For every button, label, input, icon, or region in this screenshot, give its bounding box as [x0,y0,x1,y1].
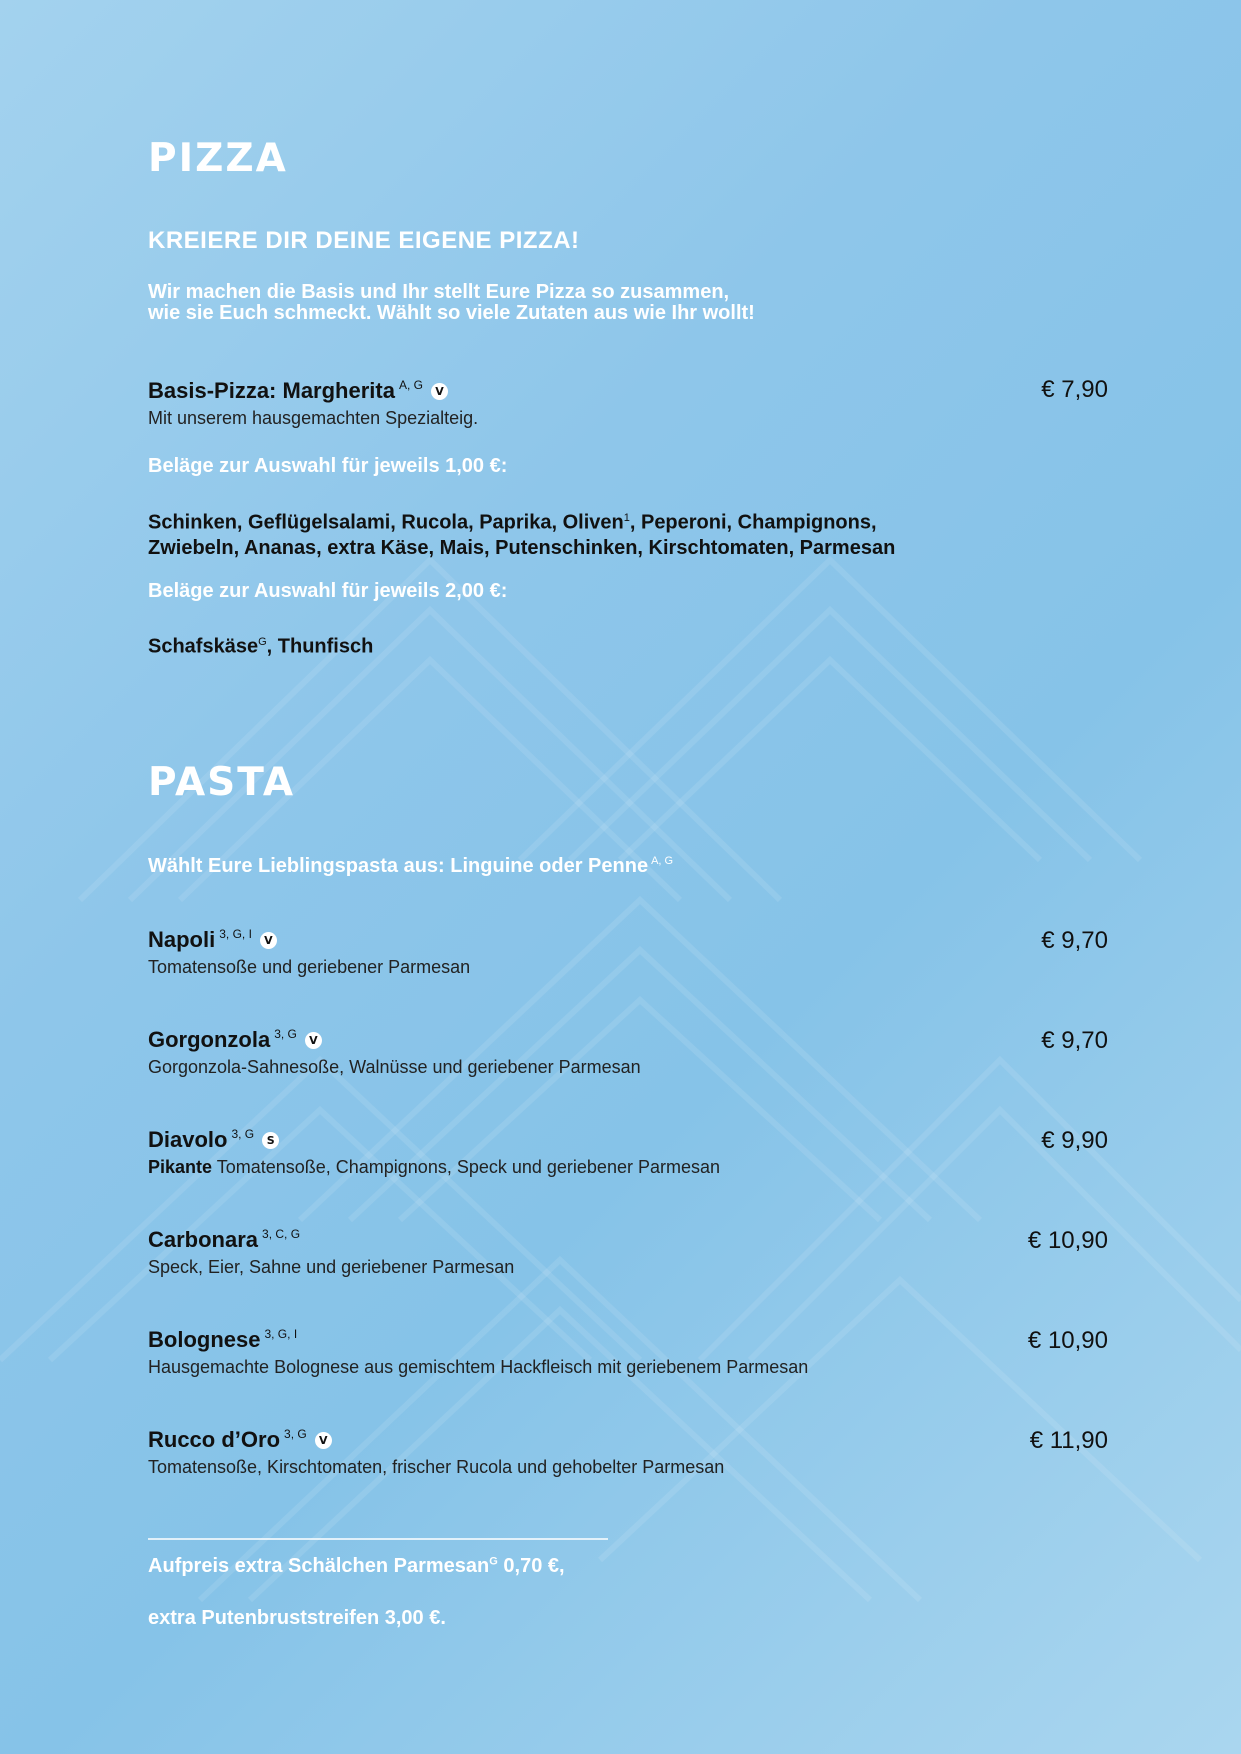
pizza-intro [148,282,755,324]
pasta-section-title: PASTA [148,760,296,805]
pizza-subtitle: KREIERE DIR DEINE EIGENE PIZZA! [148,227,580,254]
allergen-codes: G [489,1555,498,1568]
toppings-1-line-1 [148,506,1108,536]
allergen-codes: 3, G, I [219,927,252,941]
item-description [148,1157,1108,1178]
menu-item-bolognese [148,1327,1108,1378]
item-price: € 10,90 [1027,1327,1108,1354]
allergen-codes: 3, G [231,1127,255,1141]
toppings-1-list [148,506,1108,561]
toppings-2-heading: Beläge zur Auswahl für jeweils 2,00 €: [148,580,508,602]
item-price: € 7,90 [1041,376,1108,403]
vegetarian-badge-icon: V [315,1432,332,1449]
item-description: Mit unserem hausgemachten Spezialteig. [148,408,479,428]
toppings-1-line-1-rest: , Peperoni, Champignons, [629,511,877,534]
menu-item-napoli [148,927,1108,978]
menu-item-gorgonzola [148,1027,1108,1078]
item-description: Gorgonzola-Sahnesoße, Walnüsse und geriebener Parmesan [148,1057,641,1077]
allergen-codes: 3, C, G [262,1227,301,1241]
toppings-1-heading: Beläge zur Auswahl für jeweils 1,00 €: [148,455,508,477]
item-description: Hausgemachte Bolognese aus gemischtem Hackfleisch mit geriebenem Parmesan [148,1357,809,1377]
topping-schafskaese: Schafskäse [148,635,259,658]
item-name: Bolognese [148,1327,261,1352]
item-price: € 9,70 [1041,1027,1108,1054]
allergen-codes: 3, G, I [264,1327,298,1341]
pizza-intro-line-1: Wir machen die Basis und Ihr stellt Eure Pizza so zusammen, [148,281,730,303]
item-description: Tomatensoße, Kirschtomaten, frischer Rucola und gehobelter Parmesan [148,1457,725,1477]
allergen-codes: G [258,636,267,648]
allergen-codes: A, G [398,378,423,392]
menu-item-rucco-doro [148,1427,1108,1478]
item-price: € 11,90 [1029,1427,1108,1454]
item-description: Speck, Eier, Sahne und geriebener Parmesan [148,1257,515,1277]
pizza-section-title: PIZZA [148,136,288,181]
menu-item-basis-pizza [148,378,1108,429]
footnote-parmesan-label: Aufpreis extra Schälchen Parmesan [148,1555,490,1577]
topping-thunfisch: , Thunfisch [266,635,374,658]
vegetarian-badge-icon: V [260,932,277,949]
item-name: Basis-Pizza: Margherita [148,378,395,403]
footnote-parmesan-price: 0,70 €, [497,1555,565,1577]
item-price: € 9,90 [1041,1127,1108,1154]
footnote-putenbrust: extra Putenbruststreifen 3,00 €. [148,1607,446,1629]
item-name: Napoli [148,927,216,952]
allergen-codes: 1 [623,512,630,524]
item-description: Tomatensoße und geriebener Parmesan [148,957,471,977]
menu-item-diavolo [148,1127,1108,1178]
footnote-parmesan [148,1555,565,1578]
menu-item-carbonara [148,1227,1108,1278]
item-name: Diavolo [148,1127,228,1152]
allergen-codes: 3, G [274,1027,297,1041]
item-description-prefix: Pikante [148,1157,213,1177]
item-name: Carbonara [148,1227,259,1252]
pizza-intro-line-2: wie sie Euch schmeckt. Wählt so viele Zutaten aus wie Ihr wollt! [148,302,755,324]
footnote-divider [148,1538,608,1540]
spicy-badge-icon: S [262,1132,279,1149]
item-price: € 9,70 [1041,927,1108,954]
item-description-text: Tomatensoße, Champignons, Speck und geriebener Parmesan [212,1157,720,1177]
allergen-codes: A, G [651,855,674,868]
toppings-2-list [148,630,373,660]
pasta-choose-text [148,855,673,878]
item-price: € 10,90 [1027,1227,1108,1254]
allergen-codes: 3, G [284,1427,307,1441]
item-name: Gorgonzola [148,1027,271,1052]
vegetarian-badge-icon: V [431,383,448,400]
pasta-choose-label: Wählt Eure Lieblingspasta aus: Linguine oder Penne [148,855,649,877]
toppings-1-line-1-text: Schinken, Geflügelsalami, Rucola, Paprika, Oliven [148,511,624,534]
toppings-1-line-2: Zwiebeln, Ananas, extra Käse, Mais, Putenschinken, Kirschtomaten, Parmesan [148,536,896,559]
vegetarian-badge-icon: V [305,1032,322,1049]
item-name: Rucco d’Oro [148,1427,281,1452]
